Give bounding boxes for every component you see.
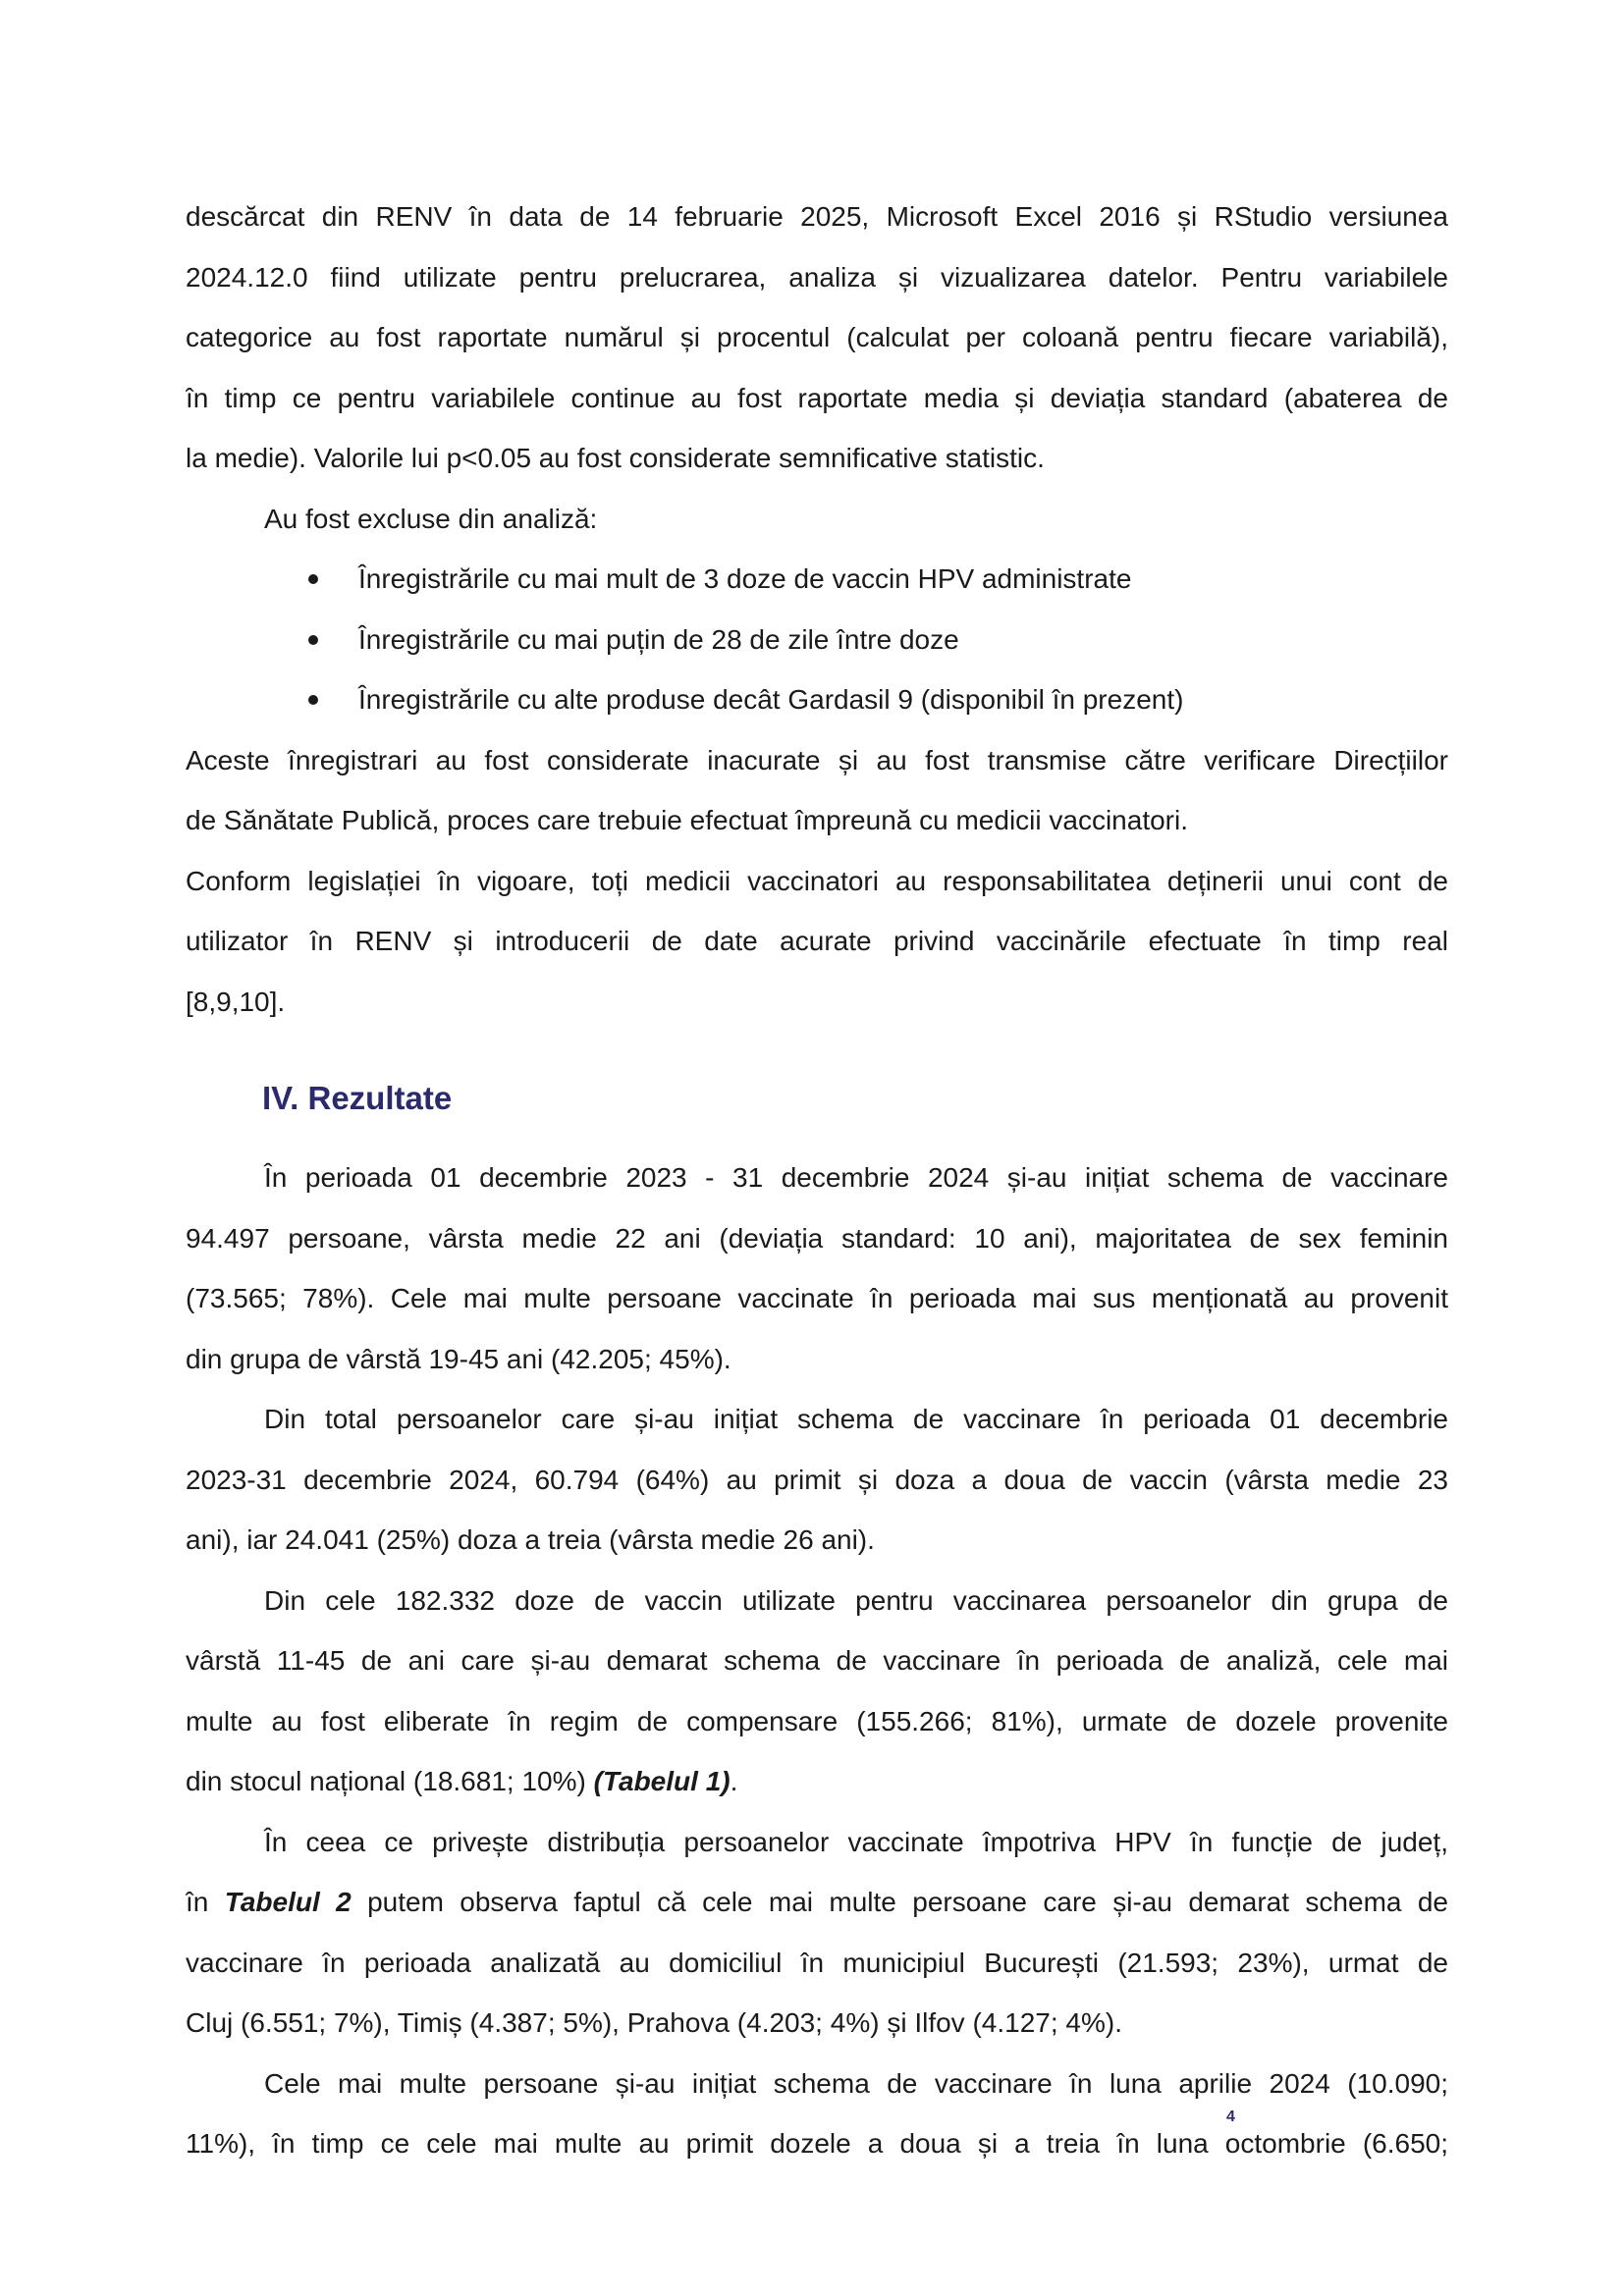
text-line: Aceste înregistrari au fost considerate inacurate și au fost transmise către verificare Direcțiilor: [186, 744, 1448, 775]
section-heading: IV. Rezultate: [262, 1080, 453, 1116]
text-line: Cluj (6.551; 7%), Timiș (4.387; 5%), Prahova (4.203; 4%) și Ilfov (4.127; 4%).: [186, 2007, 1122, 2038]
text-span: în: [186, 1887, 225, 1917]
results-paragraph: [186, 1148, 1448, 1389]
text-line: la medie). Valorile lui p<0.05 au fost considerate semnificative statistic.: [186, 443, 1045, 473]
exclusion-item-text: Înregistrările cu mai puțin de 28 de zile între doze: [358, 623, 959, 655]
text-span: putem observa faptul că cele mai multe persoane care și-au demarat schema de: [351, 1887, 1448, 1917]
text-line: multe au fost eliberate în regim de compensare (155.266; 81%), urmate de dozele provenite: [186, 1705, 1448, 1736]
exclusion-item-text: Înregistrările cu alte produse decât Gardasil 9 (disponibil în prezent): [358, 684, 1184, 715]
exclusion-item-text: Înregistrările cu mai mult de 3 doze de vaccin HPV administrate: [358, 563, 1132, 594]
results-paragraph: [186, 2054, 1448, 2174]
text-line: Din cele 182.332 doze de vaccin utilizate pentru vaccinarea persoanelor din grupa de: [264, 1584, 1448, 1616]
text-span: .: [730, 1766, 738, 1796]
text-line: [186, 1751, 1448, 1812]
text-line: în timp ce pentru variabilele continue au fost raportate media și deviația standard (abaterea de: [186, 382, 1448, 413]
text-line: din grupa de vârstă 19-45 ani (42.205; 45%).: [186, 1343, 731, 1374]
results-paragraph: [186, 1571, 1448, 1812]
text-line: Din total persoanelor care și-au inițiat schema de vaccinare în perioada 01 decembrie: [264, 1404, 1448, 1434]
text-line: de Sănătate Publică, proces care trebuie efectuat împreună cu medicii vaccinatori.: [186, 805, 1189, 835]
exclusion-item: [186, 610, 1448, 670]
legislation-paragraph: [186, 851, 1448, 1033]
exclusions-intro: Au fost excluse din analiză:: [264, 503, 598, 534]
methods-paragraph: [186, 187, 1448, 489]
text-line: vârstă 11-45 de ani care și-au demarat schema de vaccinare în perioada de analiză, cele mai: [186, 1645, 1448, 1676]
text-line: Conform legislației în vigoare, toți medicii vaccinatori au responsabilitatea deținerii unui cont de: [186, 865, 1448, 896]
exclusions-block: [186, 489, 1448, 730]
text-line: ani), iar 24.041 (25%) doza a treia (vârsta medie 26 ani).: [186, 1524, 875, 1555]
exclusion-item: [186, 669, 1448, 730]
text-line: descărcat din RENV în data de 14 februarie 2025, Microsoft Excel 2016 și RStudio versiunea: [186, 201, 1448, 232]
verification-paragraph: [186, 730, 1448, 851]
text-span: din stocul național (18.681; 10%): [186, 1766, 594, 1796]
text-line: categorice au fost raportate numărul și procentul (calculat per coloană pentru fiecare variabilă),: [186, 322, 1448, 352]
table-2-reference: Tabelul 2: [224, 1887, 352, 1917]
page-number: 4: [1226, 2109, 1235, 2125]
document-page: [186, 187, 1448, 2174]
table-1-reference: (Tabelul 1): [593, 1766, 731, 1796]
text-line: [186, 1872, 1448, 1933]
heading-spacer: [186, 1128, 1448, 1148]
bullet-icon: [308, 574, 318, 584]
bullet-icon: [308, 695, 318, 705]
text-line: 2023-31 decembrie 2024, 60.794 (64%) au primit și doza a doua de vaccin (vârsta medie 23: [186, 1464, 1448, 1495]
text-line: În perioada 01 decembrie 2023 - 31 decembrie 2024 și-au inițiat schema de vaccinare: [264, 1162, 1448, 1193]
exclusion-item: [186, 549, 1448, 610]
text-line: 2024.12.0 fiind utilizate pentru prelucrarea, analiza și vizualizarea datelor. Pentru variabilele: [186, 261, 1448, 293]
results-paragraph: [186, 1812, 1448, 2054]
text-line: 94.497 persoane, vârsta medie 22 ani (deviația standard: 10 ani), majoritatea de sex feminin: [186, 1222, 1448, 1254]
text-line: utilizator în RENV și introducerii de date acurate privind vaccinările efectuate în timp real: [186, 926, 1448, 956]
bullet-icon: [308, 635, 318, 645]
text-line: În ceea ce privește distribuția persoanelor vaccinate împotriva HPV în funcție de județ,: [264, 1826, 1448, 1857]
results-paragraph: [186, 1389, 1448, 1571]
text-line: (73.565; 78%). Cele mai multe persoane vaccinate în perioada mai sus menționată au provenit: [186, 1283, 1448, 1313]
text-line: vaccinare în perioada analizată au domiciliul în municipiul București (21.593; 23%), urmat de: [186, 1947, 1448, 1978]
text-line: 11%), în timp ce cele mai multe au primit dozele a doua și a treia în luna octombrie (6.650;: [186, 2128, 1448, 2159]
text-line: Cele mai multe persoane și-au inițiat schema de vaccinare în luna aprilie 2024 (10.090;: [264, 2067, 1448, 2099]
text-line: [8,9,10].: [186, 986, 286, 1017]
